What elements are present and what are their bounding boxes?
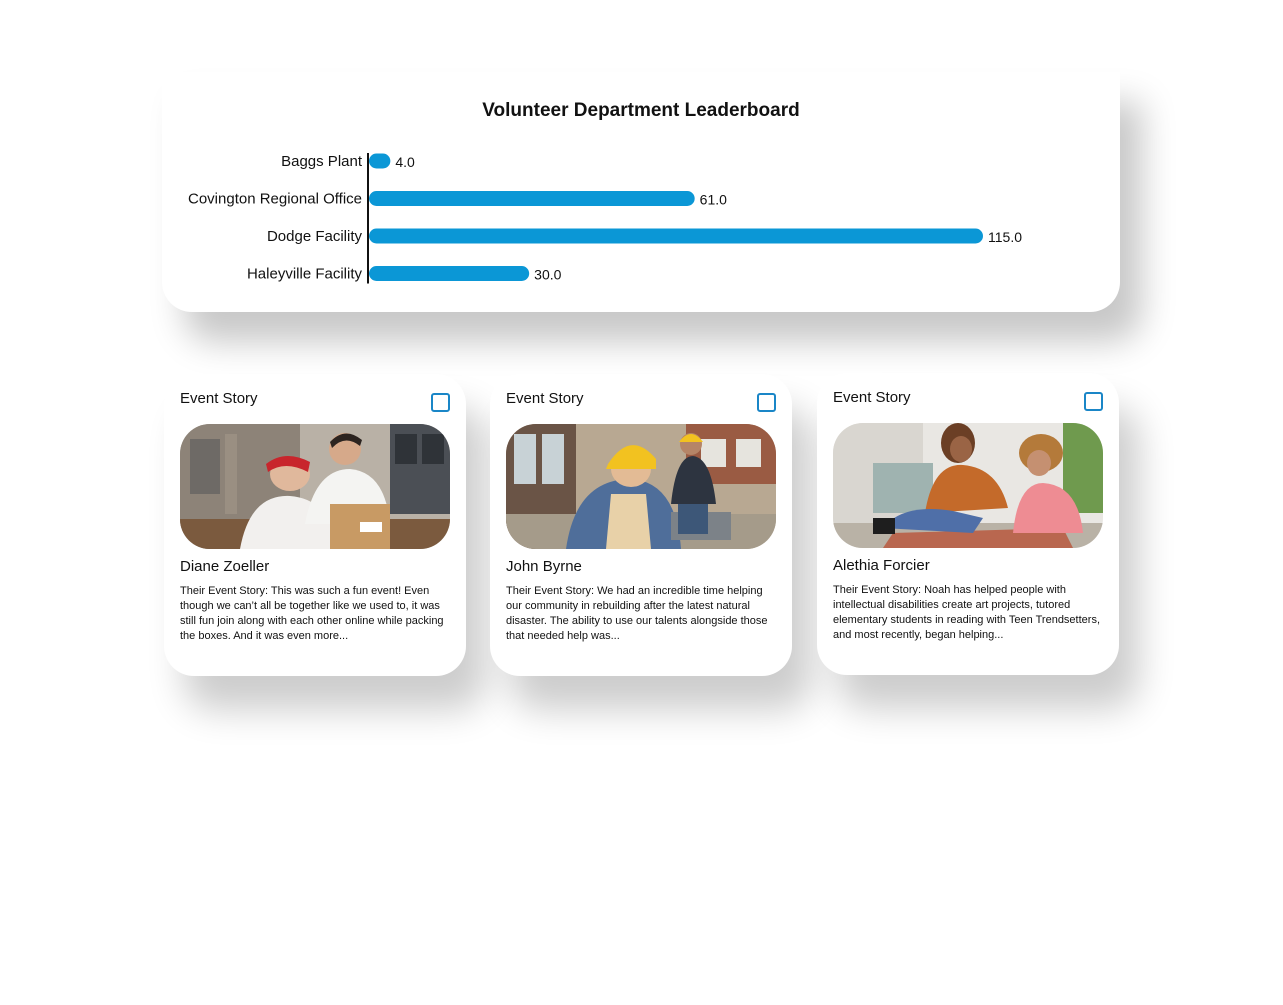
chart-category-label: Haleyville Facility <box>246 265 362 283</box>
chart-bar[interactable] <box>369 154 390 169</box>
story-excerpt: Their Event Story: This was such a fun event! Even though we can’t all be together like we used to, it was still fun join along with each other online while packing the boxes. And it was even more... <box>180 585 444 642</box>
leaderboard-chart <box>162 72 1120 312</box>
story-photo-construction-workers <box>506 424 776 549</box>
story-card[interactable] <box>164 374 466 676</box>
chart-category-label: Baggs Plant <box>281 153 362 170</box>
chart-bar[interactable] <box>369 229 983 244</box>
leaderboard-card <box>162 72 1120 312</box>
leaderboard-title: Volunteer Department Leaderboard <box>482 100 800 121</box>
story-person-name: John Byrne <box>506 558 582 575</box>
chart-value-label: 30.0 <box>534 266 562 283</box>
story-person-name: Alethia Forcier <box>833 557 930 574</box>
story-card[interactable] <box>490 374 792 676</box>
story-excerpt: Their Event Story: Noah has helped people with intellectual disabilities create art projects, tutored elementary students in reading with Teen Trendsetters, and most recently, began helping... <box>833 584 1101 641</box>
story-card-header: Event Story <box>180 390 258 407</box>
chart-category-label: Dodge Facility <box>266 228 362 245</box>
story-card[interactable] <box>817 373 1119 675</box>
story-select-checkbox[interactable] <box>431 393 450 412</box>
story-card-header: Event Story <box>506 390 584 407</box>
chart-bar[interactable] <box>369 266 529 281</box>
story-select-checkbox[interactable] <box>1084 392 1103 411</box>
story-person-name: Diane Zoeller <box>180 558 270 575</box>
story-photo-art-project <box>833 423 1103 548</box>
chart-value-label: 61.0 <box>699 191 727 208</box>
story-photo-volunteers-packing <box>180 424 450 549</box>
chart-bar[interactable] <box>369 191 695 206</box>
chart-value-label: 4.0 <box>395 154 415 170</box>
chart-value-label: 115.0 <box>988 229 1022 245</box>
chart-category-label: Covington Regional Office <box>188 190 362 208</box>
story-select-checkbox[interactable] <box>757 393 776 412</box>
story-card-header: Event Story <box>833 389 911 406</box>
story-excerpt: Their Event Story: We had an incredible time helping our community in rebuilding after the latest natural disaster. The ability to use our talents alongside those that needed help was... <box>506 585 768 642</box>
